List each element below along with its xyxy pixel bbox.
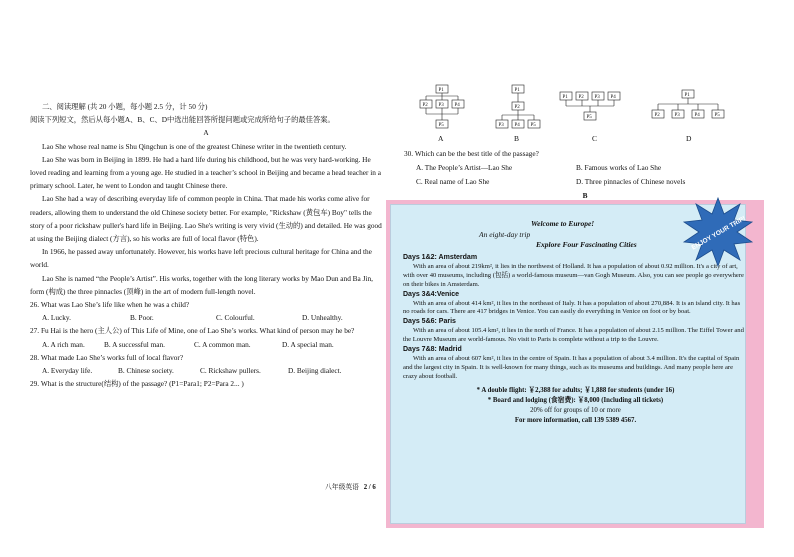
question-28: 28. What made Lao She’s works full of local flavor? [30, 352, 184, 362]
box-label: P3 [594, 95, 600, 101]
price-block [403, 386, 748, 426]
box-label: P5 [438, 123, 444, 129]
diagram-b [488, 84, 548, 134]
box-label: P4 [694, 113, 700, 119]
diagram-label-d: D [686, 134, 692, 143]
diagram-label-a: A [438, 134, 444, 143]
box-label: P3 [674, 113, 680, 119]
passage-a-letter: A [203, 128, 209, 138]
diagram-label-b: B [514, 134, 520, 143]
section-instruction: 阅读下列短文，然后从每小题A、B、C、D中选出能回答所提问题或完成所给句子的最佳答案。 [30, 115, 335, 125]
box-label: P5 [586, 115, 592, 121]
advert-days [403, 253, 748, 426]
option: B. Poor. [130, 313, 154, 323]
day-title: Days 1&2: Amsterdam [403, 254, 478, 261]
enjoy-trip-badge [682, 196, 754, 268]
box-label: P3 [498, 123, 504, 129]
passage-b-letter: B [582, 191, 588, 200]
day-title: Days 3&4:Venice [403, 290, 460, 298]
day-title: Days 5&6: Paris [403, 318, 456, 326]
day-text: With an area of about 607 km², it lies in the centre of Spain. It has a population of about 3.4 million. It's the capital of Spain and the largest city in Spain. It is well-known for many things, such as its museums and buildings. And many people here are crazy about football. [403, 354, 740, 380]
option: B. Chinese society. [118, 366, 174, 376]
passage-a-paragraph: Lao She had a way of describing everyday life of common people in China. That made his works come alive for readers, allowing them to understand the old Chinese society better. For example, "Rickshaw (黄包车) Boy" tells the story of a poor rickshaw puller's hard life in Beijing. Lao She's writing is very vivid (生动的) and detailed. He was good at using the Beijing dialect (方言), so his works are full of local flavor (特色). [30, 194, 382, 244]
option: D. Beijing dialect. [288, 366, 342, 376]
advert-explore: Explore Four Fascinating Cities [536, 240, 637, 249]
passage-a-paragraph: Lao She whose real name is Shu Qingchun is one of the greatest Chinese writer in the twentieth century. [42, 141, 347, 151]
question-29: 29. What is the structure(结构) of the passage? (P1=Para1; P2=Para 2... ) [30, 379, 244, 389]
option: C. A common man. [194, 339, 251, 349]
box-label: P2 [578, 95, 584, 101]
question-27: 27. Fu Hai is the hero (主人公) of This Life of Mine, one of Lao She’s works. What kind of person may he be? [30, 326, 355, 336]
option: A. A rich man. [42, 339, 85, 349]
box-label: P4 [454, 103, 460, 109]
footer-subject: 八年级英语 [325, 484, 359, 491]
price-line: 20% off for groups of 10 or more [530, 406, 621, 414]
diagram-a [412, 84, 472, 134]
box-label: P1 [562, 95, 568, 101]
price-line: * A double flight: ￥2,388 for adults; ￥1,888 for students (under 16) [476, 386, 675, 394]
option: B. A successful man. [104, 339, 166, 349]
option: D. Unhealthy. [302, 313, 343, 323]
box-label: P4 [610, 95, 616, 101]
box-label: P4 [514, 123, 520, 129]
diagram-c [558, 84, 630, 134]
box-label: P3 [438, 103, 444, 109]
box-label: P1 [514, 88, 520, 94]
question-28-options [30, 364, 382, 377]
price-line: * Board and lodging (食宿费): ￥8,000 (Including all tickets) [487, 396, 664, 404]
question-30 [404, 147, 774, 203]
option: C. Rickshaw pullers. [200, 366, 261, 376]
contact-line: For more information, call 139 5389 4567. [514, 416, 637, 424]
day-title: Days 7&8: Madrid [403, 346, 462, 354]
page-footer [325, 481, 376, 491]
day-text: With an area of about 105.4 km², it lies in the north of France. It has a population of about 2.15 million. The Eiffel Tower and the Louvre Museum are world-famous. No visit to Paris is complete without a trip to the Louvre. [403, 327, 744, 344]
option: A. Lucky. [42, 313, 71, 323]
box-label: P2 [514, 105, 520, 111]
option: D. Three pinnacles of Chinese novels [576, 177, 686, 186]
question-26-options [30, 311, 382, 324]
option: B. Famous works of Lao She [576, 163, 662, 172]
section-heading: 二、阅读理解 (共 20 小题，每小题 2.5 分，计 50 分) [42, 102, 208, 111]
footer-page: 2 / 6 [363, 484, 376, 491]
box-label: P5 [714, 113, 720, 119]
option: A. The People’s Artist—Lao She [416, 163, 513, 172]
day-text: With an area of about 414 km², it lies in the northeast of Italy. It has a population of about 270,884. It is an island city. It has no roads for cars. There are 417 bridges in Venice. You can easily do everything in Venice on foot or by boat. [403, 299, 741, 316]
option: C. Colourful. [216, 313, 255, 323]
option: D. A special man. [282, 339, 334, 349]
question-26: 26. What was Lao She’s life like when he was a child? [30, 300, 190, 310]
box-label: P1 [684, 93, 690, 99]
advert-subtitle: An eight-day trip [479, 230, 531, 239]
passage-a-paragraph: Lao She is named “the People’s Artist”. His works, together with the long literary works by Mao Dun and Ba Jin, form (构成) the three pinnacles (顶峰) in the art of modern full-length novel. [30, 273, 373, 296]
question-30-stem: 30. Which can be the best title of the passage? [404, 149, 539, 158]
option: A. Everyday life. [42, 366, 93, 376]
question-27-options [30, 338, 382, 351]
diagram-d [648, 84, 728, 134]
box-label: P2 [654, 113, 660, 119]
left-column [30, 100, 382, 390]
badge-text: ENJOY YOUR TRIP! [690, 214, 747, 252]
diagram-label-c: C [592, 134, 598, 143]
day-text: With an area of about 219km², it lies in the northwest of Holland. It has a population of about 0.92 million. It's a city of art, with over 40 museums, including (包括) a world-famous museum—van Gogh Museum. Also, you can see people go everywhere on their bikes in Amsterdam. [403, 262, 744, 288]
travel-advert [386, 200, 764, 528]
passage-a-paragraph: In 1966, he passed away unfortunately. However, his works have left precious cultural heritage for China and the world. [30, 247, 372, 270]
box-label: P1 [438, 88, 444, 94]
box-label: P2 [422, 103, 428, 109]
advert-welcome: Welcome to Europe! [531, 219, 595, 228]
box-label: P5 [530, 123, 536, 129]
passage-a-paragraph: Lao She was born in Beijing in 1899. He had a hard life during his childhood, but he was very hard-working. He loved reading and learning from a young age. He studied in a teacher’s school in Beijing and became a head teacher in a primary school. Later, he went to London and taught Chinese there. [30, 154, 381, 191]
option: C. Real name of Lao She [416, 177, 490, 186]
